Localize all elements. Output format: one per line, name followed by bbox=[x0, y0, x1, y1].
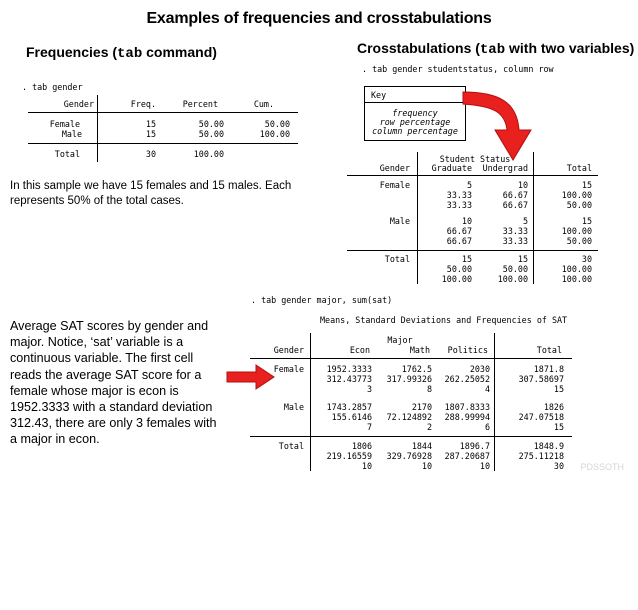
sat-row-label: Total bbox=[278, 441, 304, 451]
crosstab-cell: 33.33 bbox=[502, 236, 528, 246]
frequencies-heading-code: tab bbox=[117, 46, 143, 62]
crosstab-header-gender: Gender bbox=[379, 163, 410, 173]
crosstab-cell: 15 bbox=[461, 254, 472, 264]
crosstab-header-graduate: Graduate bbox=[431, 163, 472, 173]
sat-cell: 1848.9 bbox=[533, 441, 564, 451]
page-title: Examples of frequencies and crosstabulations bbox=[146, 10, 492, 27]
crosstab-heading-code: tab bbox=[479, 42, 506, 58]
sat-cell: 262.25052 bbox=[444, 374, 490, 384]
sat-cell: 4 bbox=[484, 384, 490, 394]
frequencies-note: In this sample we have 15 females and 15 males. Each represents 50% of the total cases. bbox=[10, 180, 292, 207]
freq-total-percent: 100.00 bbox=[193, 149, 224, 159]
crosstab-row-label: Male bbox=[389, 216, 410, 226]
crosstab-key-line: frequency bbox=[392, 108, 438, 118]
sat-cell: 2030 bbox=[469, 364, 490, 374]
crosstab-header-total: Total bbox=[566, 163, 592, 173]
freq-total-freq: 30 bbox=[145, 149, 156, 159]
sat-vertical-rule-2 bbox=[494, 333, 495, 471]
sat-cell: 287.20687 bbox=[444, 451, 490, 461]
freq-row-label: Male bbox=[61, 129, 82, 139]
sat-cell: 219.16559 bbox=[326, 451, 372, 461]
sat-cell: 7 bbox=[366, 422, 372, 432]
sat-cell: 72.124892 bbox=[386, 412, 432, 422]
crosstab-cell: 66.67 bbox=[446, 236, 472, 246]
sat-cell: 1871.8 bbox=[533, 364, 564, 374]
sat-cell: 307.58697 bbox=[518, 374, 564, 384]
sat-header-econ: Econ bbox=[349, 345, 370, 355]
crosstab-cell: 100.00 bbox=[441, 274, 472, 284]
crosstab-cell: 100.00 bbox=[561, 226, 592, 236]
crosstab-cell: 100.00 bbox=[497, 274, 528, 284]
sat-total-rule bbox=[250, 436, 572, 437]
sat-cell: 1807.8333 bbox=[444, 402, 490, 412]
crosstab-cell: 66.67 bbox=[502, 190, 528, 200]
crosstab-key-title: Key bbox=[371, 90, 387, 100]
freq-row-cum: 100.00 bbox=[259, 129, 290, 139]
crosstab-row-label: Female bbox=[379, 180, 410, 190]
crosstab-command: . tab gender studentstatus, column row bbox=[362, 64, 554, 74]
sat-cell: 1743.2857 bbox=[326, 402, 372, 412]
sat-cell: 247.07518 bbox=[518, 412, 564, 422]
frequencies-heading-pre: Frequencies ( bbox=[26, 44, 118, 60]
sat-cell: 10 bbox=[421, 461, 432, 471]
watermark: PDSSOTH bbox=[580, 462, 624, 472]
crosstab-key-line: column percentage bbox=[372, 126, 458, 136]
sat-cell: 275.11218 bbox=[518, 451, 564, 461]
sat-cell: 2170 bbox=[411, 402, 432, 412]
sat-cell: 1762.5 bbox=[401, 364, 432, 374]
sat-cell: 15 bbox=[553, 384, 564, 394]
crosstab-cell: 100.00 bbox=[561, 274, 592, 284]
frequencies-command: . tab gender bbox=[22, 82, 83, 92]
freq-row-percent: 50.00 bbox=[198, 129, 224, 139]
sat-header-politics: Politics bbox=[447, 345, 488, 355]
crosstab-cell: 100.00 bbox=[561, 190, 592, 200]
crosstab-header-undergrad: Undergrad bbox=[482, 163, 528, 173]
freq-total-label: Total bbox=[54, 149, 80, 159]
frequencies-heading-post: command) bbox=[142, 44, 217, 60]
crosstab-cell: 33.33 bbox=[502, 226, 528, 236]
freq-header-gender: Gender bbox=[63, 99, 94, 109]
crosstab-cell: 50.00 bbox=[566, 200, 592, 210]
crosstab-cell: 10 bbox=[461, 216, 472, 226]
sat-cell: 2 bbox=[426, 422, 432, 432]
crosstab-heading-pre: Crosstabulations ( bbox=[357, 40, 480, 56]
sat-cell: 8 bbox=[426, 384, 432, 394]
sat-subtitle: Means, Standard Deviations and Frequencies of SAT bbox=[320, 315, 568, 325]
crosstab-cell: 15 bbox=[581, 216, 592, 226]
sat-cell: 10 bbox=[361, 461, 372, 471]
crosstab-cell: 15 bbox=[517, 254, 528, 264]
sat-cell: 1806 bbox=[351, 441, 372, 451]
sat-cell: 10 bbox=[479, 461, 490, 471]
crosstab-row-label: Total bbox=[384, 254, 410, 264]
sat-cell: 1896.7 bbox=[459, 441, 490, 451]
crosstab-cell: 33.33 bbox=[446, 190, 472, 200]
crosstab-col-group: Student Status bbox=[439, 154, 511, 164]
crosstab-key-line: row percentage bbox=[379, 117, 451, 127]
crosstab-cell: 100.00 bbox=[561, 264, 592, 274]
sat-cell: 6 bbox=[484, 422, 490, 432]
freq-row-cum: 50.00 bbox=[264, 119, 290, 129]
crosstab-cell: 15 bbox=[581, 180, 592, 190]
sat-command: . tab gender major, sum(sat) bbox=[251, 295, 393, 305]
crosstab-cell: 50.00 bbox=[446, 264, 472, 274]
sat-header-rule bbox=[250, 358, 572, 359]
crosstab-cell: 5 bbox=[466, 180, 472, 190]
sat-cell: 1952.3333 bbox=[326, 364, 372, 374]
sat-header-total: Total bbox=[536, 345, 562, 355]
sat-cell: 30 bbox=[553, 461, 564, 471]
sat-cell: 1844 bbox=[411, 441, 432, 451]
crosstab-cell: 33.33 bbox=[446, 200, 472, 210]
sat-cell: 15 bbox=[553, 422, 564, 432]
sat-cell: 155.6146 bbox=[331, 412, 372, 422]
freq-row-percent: 50.00 bbox=[198, 119, 224, 129]
freq-header-cum: Cum. bbox=[253, 99, 274, 109]
sat-row-label: Male bbox=[283, 402, 304, 412]
crosstab-cell: 10 bbox=[517, 180, 528, 190]
freq-row-label: Female bbox=[49, 119, 80, 129]
crosstab-heading-post: with two variables) bbox=[505, 40, 635, 56]
sat-cell: 288.99994 bbox=[444, 412, 490, 422]
freq-row-freq: 15 bbox=[145, 119, 156, 129]
crosstab-cell: 50.00 bbox=[566, 236, 592, 246]
sat-cell: 317.99326 bbox=[386, 374, 432, 384]
crosstab-cell: 66.67 bbox=[502, 200, 528, 210]
crosstab-cell: 5 bbox=[522, 216, 528, 226]
crosstab-cell: 30 bbox=[581, 254, 592, 264]
freq-header-freq: Freq. bbox=[130, 99, 156, 109]
right-arrow-icon bbox=[226, 364, 276, 390]
crosstab-cell: 66.67 bbox=[446, 226, 472, 236]
sat-row-label: Female bbox=[273, 364, 304, 374]
sat-header-gender: Gender bbox=[273, 345, 304, 355]
sat-cell: 1826 bbox=[543, 402, 564, 412]
sat-cell: 312.43773 bbox=[326, 374, 372, 384]
sat-cell: 329.76928 bbox=[386, 451, 432, 461]
sat-cell: 3 bbox=[366, 384, 372, 394]
sat-col-group: Major bbox=[387, 335, 413, 345]
freq-header-percent: Percent bbox=[182, 99, 218, 109]
freq-row-freq: 15 bbox=[145, 129, 156, 139]
sat-note: Average SAT scores by gender and major. Notice, ‘sat’ variable is a continuous variable. The first cell reads the average SAT score for a female whose major is econ is 1952.3333 with a standard deviation 312.43, there are only 3 females with a major in econ. bbox=[10, 319, 217, 447]
crosstab-cell: 50.00 bbox=[502, 264, 528, 274]
sat-header-math: Math bbox=[409, 345, 430, 355]
